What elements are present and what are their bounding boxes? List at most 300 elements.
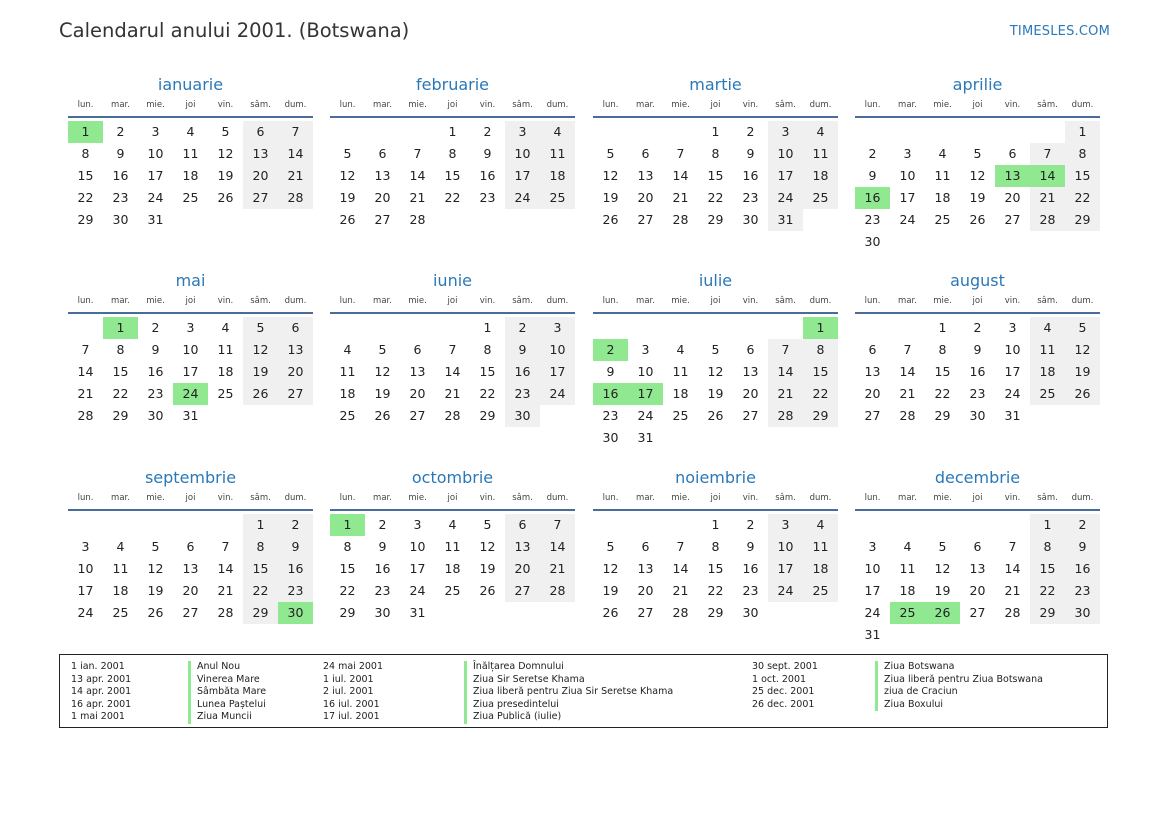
legend-holiday-date: 1 iul. 2001 bbox=[323, 673, 374, 685]
day-cell: 16 bbox=[278, 558, 313, 580]
day-cell: 13 bbox=[742, 364, 759, 379]
day-cell: 29 bbox=[77, 212, 94, 227]
legend-holiday-name: Ziua Muncii bbox=[188, 711, 266, 724]
day-cell: 20 bbox=[637, 190, 654, 205]
day-cell: 24 bbox=[637, 408, 654, 423]
holiday-day-cell: 24 bbox=[173, 383, 208, 405]
day-cell: 26 bbox=[602, 212, 619, 227]
day-cell: 30 bbox=[969, 408, 986, 423]
weekday-label: dum. bbox=[809, 493, 832, 503]
weekday-label: mie. bbox=[408, 296, 427, 306]
day-cell: 23 bbox=[278, 580, 313, 602]
day-cell: 28 bbox=[768, 405, 803, 427]
day-cell: 17 bbox=[540, 361, 575, 383]
day-cell: 16 bbox=[742, 561, 759, 576]
day-cell: 2 bbox=[483, 124, 492, 139]
day-cell: 23 bbox=[742, 583, 759, 598]
day-cell: 9 bbox=[116, 146, 125, 161]
empty-cell bbox=[890, 121, 925, 143]
day-cell: 24 bbox=[505, 187, 540, 209]
weekday-label: sâm. bbox=[775, 100, 796, 110]
day-cell: 31 bbox=[1004, 408, 1021, 423]
month-februarie bbox=[330, 72, 575, 231]
empty-cell bbox=[890, 317, 925, 339]
day-cell: 19 bbox=[934, 583, 951, 598]
day-cell: 31 bbox=[409, 605, 426, 620]
day-cell: 2 bbox=[746, 517, 755, 532]
weekday-label: dum. bbox=[1071, 296, 1094, 306]
month-name: septembrie bbox=[144, 468, 237, 487]
day-cell: 4 bbox=[448, 517, 457, 532]
weekday-header bbox=[855, 294, 1100, 314]
day-cell: 5 bbox=[483, 517, 492, 532]
empty-cell bbox=[733, 317, 768, 339]
weekday-label: lun. bbox=[77, 100, 94, 110]
day-cell: 21 bbox=[768, 383, 803, 405]
empty-cell bbox=[768, 317, 803, 339]
day-cell: 14 bbox=[540, 536, 575, 558]
legend-holiday-name: Lunea Paștelui bbox=[188, 699, 266, 712]
day-cell: 9 bbox=[868, 168, 877, 183]
day-cell: 6 bbox=[641, 539, 650, 554]
day-cell: 5 bbox=[243, 317, 278, 339]
day-cell: 4 bbox=[221, 320, 230, 335]
legend-holiday-name: Ziua Boxului bbox=[875, 699, 1043, 712]
day-cell: 26 bbox=[707, 408, 724, 423]
legend-dates-col-2 bbox=[323, 661, 383, 724]
weekday-label: mie. bbox=[671, 296, 690, 306]
empty-cell bbox=[173, 514, 208, 536]
day-cell: 5 bbox=[378, 342, 387, 357]
day-cell: 17 bbox=[182, 364, 199, 379]
day-cell: 13 bbox=[864, 364, 881, 379]
legend-holiday-date: 16 iul. 2001 bbox=[323, 698, 380, 710]
weekday-label: joi bbox=[447, 493, 458, 503]
empty-cell bbox=[663, 514, 698, 536]
day-cell: 18 bbox=[339, 386, 356, 401]
day-cell: 4 bbox=[803, 514, 838, 536]
weekday-label: mie. bbox=[408, 100, 427, 110]
day-cell: 1 bbox=[711, 124, 720, 139]
weekday-label: lun. bbox=[339, 296, 356, 306]
day-cell: 17 bbox=[409, 561, 426, 576]
weekday-label: sâm. bbox=[250, 100, 271, 110]
day-cell: 4 bbox=[676, 342, 685, 357]
day-grid bbox=[68, 121, 313, 231]
holiday-day-cell: 14 bbox=[1030, 165, 1065, 187]
day-cell: 16 bbox=[1065, 558, 1100, 580]
weekday-header bbox=[593, 491, 838, 511]
day-cell: 15 bbox=[707, 168, 724, 183]
brand-link[interactable]: TIMESLES.COM bbox=[1009, 24, 1110, 39]
day-cell: 27 bbox=[969, 605, 986, 620]
month-noiembrie bbox=[593, 465, 838, 624]
day-cell: 6 bbox=[746, 342, 755, 357]
day-cell: 15 bbox=[243, 558, 278, 580]
day-cell: 17 bbox=[505, 165, 540, 187]
legend-holiday-date: 1 oct. 2001 bbox=[752, 673, 807, 685]
empty-cell bbox=[855, 514, 890, 536]
day-cell: 22 bbox=[1030, 580, 1065, 602]
day-cell: 29 bbox=[339, 605, 356, 620]
day-cell: 3 bbox=[505, 121, 540, 143]
day-cell: 24 bbox=[1004, 386, 1021, 401]
legend-holiday-date: 30 sept. 2001 bbox=[752, 661, 818, 672]
day-cell: 8 bbox=[243, 536, 278, 558]
day-cell: 18 bbox=[672, 386, 689, 401]
day-cell: 22 bbox=[339, 583, 356, 598]
weekday-label: mie. bbox=[146, 493, 165, 503]
legend-names-col-1 bbox=[188, 661, 266, 724]
day-cell: 4 bbox=[540, 121, 575, 143]
day-cell: 11 bbox=[803, 143, 838, 165]
day-cell: 22 bbox=[444, 190, 461, 205]
day-cell: 2 bbox=[151, 320, 160, 335]
month-octombrie bbox=[330, 465, 575, 624]
day-cell: 16 bbox=[374, 561, 391, 576]
day-cell: 24 bbox=[864, 605, 881, 620]
weekday-label: sâm. bbox=[775, 493, 796, 503]
legend-dates-col-3 bbox=[752, 661, 818, 711]
weekday-label: sâm. bbox=[512, 493, 533, 503]
day-cell: 24 bbox=[540, 383, 575, 405]
day-cell: 29 bbox=[479, 408, 496, 423]
day-cell: 23 bbox=[602, 408, 619, 423]
month-name: februarie bbox=[415, 75, 490, 94]
weekday-label: mie. bbox=[933, 296, 952, 306]
weekday-header bbox=[330, 491, 575, 511]
day-cell: 22 bbox=[707, 583, 724, 598]
weekday-label: lun. bbox=[602, 100, 619, 110]
weekday-label: joi bbox=[185, 100, 196, 110]
day-cell: 4 bbox=[186, 124, 195, 139]
day-cell: 10 bbox=[768, 536, 803, 558]
weekday-label: vin. bbox=[217, 296, 234, 306]
weekday-label: lun. bbox=[864, 493, 881, 503]
day-cell: 6 bbox=[1008, 146, 1017, 161]
day-cell: 3 bbox=[151, 124, 160, 139]
day-cell: 7 bbox=[676, 539, 685, 554]
day-cell: 15 bbox=[1065, 165, 1100, 187]
day-cell: 10 bbox=[505, 143, 540, 165]
day-cell: 26 bbox=[339, 212, 356, 227]
day-cell: 3 bbox=[641, 342, 650, 357]
empty-cell bbox=[995, 514, 1030, 536]
day-cell: 5 bbox=[1065, 317, 1100, 339]
day-grid bbox=[593, 317, 838, 449]
day-cell: 19 bbox=[243, 361, 278, 383]
day-cell: 13 bbox=[969, 561, 986, 576]
day-grid bbox=[855, 317, 1100, 427]
day-cell: 15 bbox=[77, 168, 94, 183]
day-cell: 21 bbox=[77, 386, 94, 401]
day-cell: 9 bbox=[378, 539, 387, 554]
weekday-label: vin. bbox=[742, 100, 759, 110]
day-cell: 28 bbox=[672, 605, 689, 620]
day-cell: 11 bbox=[803, 536, 838, 558]
day-cell: 19 bbox=[479, 561, 496, 576]
day-cell: 7 bbox=[81, 342, 90, 357]
holiday-day-cell: 1 bbox=[803, 317, 838, 339]
day-cell: 25 bbox=[112, 605, 129, 620]
day-cell: 25 bbox=[934, 212, 951, 227]
day-cell: 25 bbox=[1030, 383, 1065, 405]
page-title: Calendarul anului 2001. (Botswana) bbox=[59, 19, 410, 42]
day-cell: 29 bbox=[707, 212, 724, 227]
day-cell: 28 bbox=[899, 408, 916, 423]
day-cell: 10 bbox=[768, 143, 803, 165]
day-grid bbox=[330, 514, 575, 624]
day-cell: 30 bbox=[505, 405, 540, 427]
legend-holiday-name: Anul Nou bbox=[188, 661, 266, 674]
day-cell: 23 bbox=[742, 190, 759, 205]
day-cell: 28 bbox=[540, 580, 575, 602]
weekday-label: vin. bbox=[217, 100, 234, 110]
day-cell: 4 bbox=[343, 342, 352, 357]
holiday-day-cell: 26 bbox=[925, 602, 960, 624]
empty-cell bbox=[960, 121, 995, 143]
day-cell: 18 bbox=[1030, 361, 1065, 383]
day-cell: 14 bbox=[77, 364, 94, 379]
day-cell: 12 bbox=[243, 339, 278, 361]
holiday-day-cell: 16 bbox=[593, 383, 628, 405]
day-cell: 17 bbox=[77, 583, 94, 598]
day-cell: 26 bbox=[374, 408, 391, 423]
day-cell: 28 bbox=[444, 408, 461, 423]
month-name: mai bbox=[175, 271, 206, 290]
legend-holiday-date: 1 ian. 2001 bbox=[71, 661, 125, 672]
weekday-label: mie. bbox=[146, 100, 165, 110]
day-cell: 26 bbox=[479, 583, 496, 598]
day-cell: 12 bbox=[1065, 339, 1100, 361]
day-cell: 31 bbox=[637, 430, 654, 445]
month-ianuarie bbox=[68, 72, 313, 231]
day-cell: 10 bbox=[182, 342, 199, 357]
day-cell: 18 bbox=[112, 583, 129, 598]
month-septembrie bbox=[68, 465, 313, 624]
day-cell: 23 bbox=[479, 190, 496, 205]
day-cell: 25 bbox=[803, 580, 838, 602]
legend-holiday-date: 26 dec. 2001 bbox=[752, 698, 815, 710]
empty-cell bbox=[330, 121, 365, 143]
day-cell: 18 bbox=[803, 165, 838, 187]
day-cell: 28 bbox=[1004, 605, 1021, 620]
month-name: aprilie bbox=[952, 75, 1003, 94]
day-cell: 23 bbox=[505, 383, 540, 405]
legend-holiday-name: Ziua liberă pentru Ziua Botswana bbox=[875, 674, 1043, 687]
day-cell: 9 bbox=[505, 339, 540, 361]
weekday-label: dum. bbox=[809, 296, 832, 306]
day-cell: 18 bbox=[182, 168, 199, 183]
holiday-day-cell: 16 bbox=[855, 187, 890, 209]
legend-holiday-date: 25 dec. 2001 bbox=[752, 686, 815, 698]
holiday-day-cell: 1 bbox=[68, 121, 103, 143]
weekday-label: sâm. bbox=[1037, 493, 1058, 503]
holiday-day-cell: 30 bbox=[278, 602, 313, 624]
day-cell: 5 bbox=[711, 342, 720, 357]
weekday-label: mar. bbox=[111, 100, 130, 110]
legend-holiday-name: Sâmbăta Mare bbox=[188, 686, 266, 699]
day-cell: 12 bbox=[374, 364, 391, 379]
empty-cell bbox=[103, 514, 138, 536]
legend-holiday-date: 1 mai 2001 bbox=[71, 711, 125, 723]
day-cell: 22 bbox=[803, 383, 838, 405]
day-cell: 8 bbox=[711, 539, 720, 554]
day-cell: 19 bbox=[147, 583, 164, 598]
day-grid bbox=[855, 514, 1100, 646]
day-cell: 3 bbox=[1008, 320, 1017, 335]
legend-holiday-date: 2 iul. 2001 bbox=[323, 686, 374, 698]
day-cell: 8 bbox=[483, 342, 492, 357]
empty-cell bbox=[330, 317, 365, 339]
month-name: noiembrie bbox=[675, 468, 756, 487]
day-cell: 27 bbox=[278, 383, 313, 405]
day-cell: 14 bbox=[444, 364, 461, 379]
weekday-label: dum. bbox=[809, 100, 832, 110]
weekday-header bbox=[593, 98, 838, 118]
weekday-label: vin. bbox=[1004, 493, 1021, 503]
day-cell: 3 bbox=[540, 317, 575, 339]
day-cell: 25 bbox=[672, 408, 689, 423]
day-cell: 25 bbox=[182, 190, 199, 205]
day-cell: 20 bbox=[374, 190, 391, 205]
day-cell: 15 bbox=[112, 364, 129, 379]
holiday-day-cell: 2 bbox=[593, 339, 628, 361]
weekday-label: dum. bbox=[284, 493, 307, 503]
day-cell: 23 bbox=[374, 583, 391, 598]
weekday-label: mar. bbox=[898, 493, 917, 503]
weekday-label: dum. bbox=[546, 100, 569, 110]
day-cell: 5 bbox=[606, 146, 615, 161]
day-cell: 18 bbox=[934, 190, 951, 205]
weekday-label: mar. bbox=[636, 296, 655, 306]
weekday-label: vin. bbox=[479, 296, 496, 306]
legend-holiday-name: Vinerea Mare bbox=[188, 674, 266, 687]
day-cell: 20 bbox=[182, 583, 199, 598]
weekday-label: joi bbox=[185, 296, 196, 306]
day-cell: 5 bbox=[606, 539, 615, 554]
day-cell: 19 bbox=[217, 168, 234, 183]
empty-cell bbox=[663, 121, 698, 143]
legend-holiday-date: 13 apr. 2001 bbox=[71, 673, 132, 685]
day-cell: 9 bbox=[606, 364, 615, 379]
day-cell: 13 bbox=[278, 339, 313, 361]
legend-names-col-3 bbox=[875, 661, 1043, 711]
weekday-header bbox=[330, 294, 575, 314]
empty-cell bbox=[138, 514, 173, 536]
weekday-label: dum. bbox=[1071, 100, 1094, 110]
day-cell: 2 bbox=[746, 124, 755, 139]
day-cell: 27 bbox=[637, 212, 654, 227]
legend-names-col-2 bbox=[464, 661, 673, 724]
day-cell: 21 bbox=[1004, 583, 1021, 598]
day-cell: 21 bbox=[444, 386, 461, 401]
day-cell: 2 bbox=[116, 124, 125, 139]
day-cell: 17 bbox=[899, 190, 916, 205]
day-cell: 22 bbox=[243, 580, 278, 602]
day-cell: 21 bbox=[672, 583, 689, 598]
legend-holiday-name: Înălțarea Domnului bbox=[464, 661, 673, 674]
day-cell: 11 bbox=[339, 364, 356, 379]
weekday-label: vin. bbox=[742, 296, 759, 306]
day-cell: 27 bbox=[409, 408, 426, 423]
day-cell: 15 bbox=[339, 561, 356, 576]
weekday-label: lun. bbox=[864, 100, 881, 110]
day-cell: 16 bbox=[112, 168, 129, 183]
day-cell: 1 bbox=[711, 517, 720, 532]
day-cell: 16 bbox=[505, 361, 540, 383]
day-cell: 27 bbox=[1004, 212, 1021, 227]
weekday-label: joi bbox=[972, 296, 983, 306]
day-grid bbox=[68, 317, 313, 427]
day-cell: 20 bbox=[1004, 190, 1021, 205]
holiday-day-cell: 1 bbox=[103, 317, 138, 339]
day-cell: 17 bbox=[768, 165, 803, 187]
day-cell: 20 bbox=[278, 361, 313, 383]
day-cell: 6 bbox=[641, 146, 650, 161]
legend-dates-col-1 bbox=[71, 661, 131, 724]
day-cell: 3 bbox=[868, 539, 877, 554]
weekday-label: lun. bbox=[77, 493, 94, 503]
weekday-label: sâm. bbox=[775, 296, 796, 306]
day-cell: 10 bbox=[77, 561, 94, 576]
holiday-legend bbox=[59, 654, 1108, 728]
empty-cell bbox=[400, 121, 435, 143]
day-cell: 21 bbox=[540, 558, 575, 580]
day-cell: 27 bbox=[742, 408, 759, 423]
day-cell: 10 bbox=[540, 339, 575, 361]
day-cell: 11 bbox=[540, 143, 575, 165]
weekday-label: lun. bbox=[602, 296, 619, 306]
day-cell: 23 bbox=[112, 190, 129, 205]
day-cell: 5 bbox=[343, 146, 352, 161]
legend-holiday-date: 24 mai 2001 bbox=[323, 661, 384, 672]
day-grid bbox=[68, 514, 313, 624]
day-cell: 13 bbox=[637, 561, 654, 576]
day-cell: 27 bbox=[243, 187, 278, 209]
empty-cell bbox=[855, 317, 890, 339]
day-cell: 1 bbox=[1065, 121, 1100, 143]
day-cell: 27 bbox=[637, 605, 654, 620]
day-cell: 8 bbox=[116, 342, 125, 357]
day-cell: 2 bbox=[868, 146, 877, 161]
day-cell: 12 bbox=[602, 561, 619, 576]
day-cell: 12 bbox=[934, 561, 951, 576]
weekday-label: lun. bbox=[602, 493, 619, 503]
day-cell: 18 bbox=[540, 165, 575, 187]
month-mai bbox=[68, 268, 313, 427]
day-cell: 31 bbox=[182, 408, 199, 423]
legend-holiday-name: Ziua Publică (iulie) bbox=[464, 711, 673, 724]
day-cell: 8 bbox=[343, 539, 352, 554]
day-cell: 5 bbox=[938, 539, 947, 554]
day-cell: 6 bbox=[243, 121, 278, 143]
day-cell: 5 bbox=[151, 539, 160, 554]
day-cell: 17 bbox=[768, 558, 803, 580]
empty-cell bbox=[663, 317, 698, 339]
weekday-label: mie. bbox=[408, 493, 427, 503]
day-cell: 6 bbox=[413, 342, 422, 357]
day-cell: 2 bbox=[378, 517, 387, 532]
day-cell: 25 bbox=[217, 386, 234, 401]
weekday-label: mar. bbox=[373, 296, 392, 306]
day-cell: 9 bbox=[278, 536, 313, 558]
day-cell: 18 bbox=[803, 558, 838, 580]
weekday-label: mie. bbox=[933, 493, 952, 503]
day-cell: 31 bbox=[768, 209, 803, 231]
day-cell: 28 bbox=[217, 605, 234, 620]
day-cell: 16 bbox=[479, 168, 496, 183]
